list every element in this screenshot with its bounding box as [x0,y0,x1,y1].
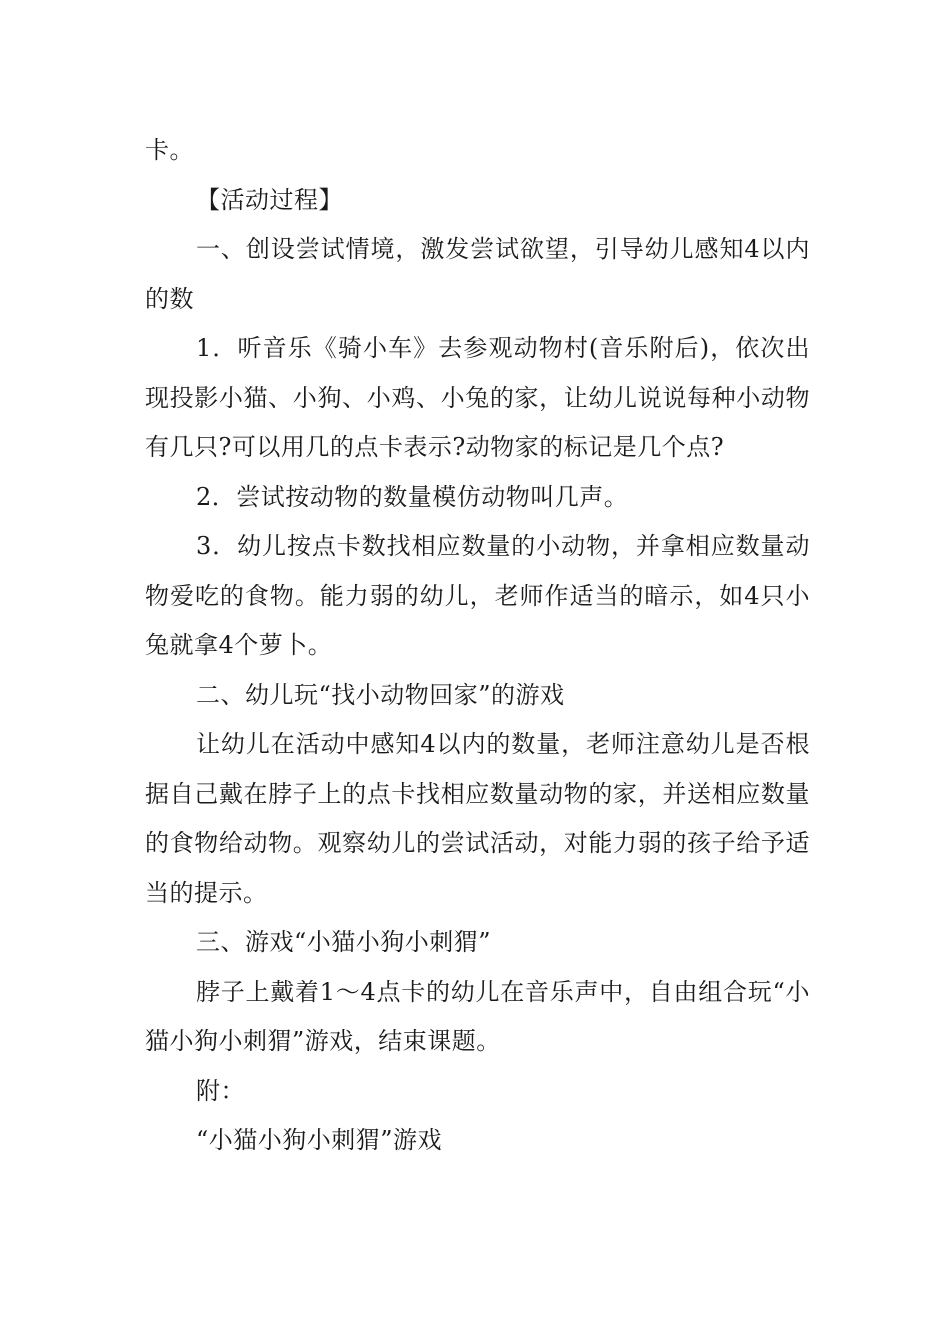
paragraph-step-2: 2．尝试按动物的数量模仿动物叫几声。 [196,482,629,511]
paragraph-step-3: 3．幼儿按点卡数找相应数量的小动物，并拿相应数量动物爱吃的食物。能力弱的幼儿，老师作适当的暗示，如4只小兔就拿4个萝卜。 [145,532,810,659]
section-heading-activity-process: 【活动过程】 [196,185,343,214]
paragraph-continuation: 卡。 [145,136,194,164]
step-heading-three: 三、游戏“小猫小狗小刺猬” [196,928,492,956]
paragraph-game-play: 脖子上戴着1～4点卡的幼儿在音乐声中，自由组合玩“小猫小狗小刺猬”游戏，结束课题。 [145,977,810,1055]
step-heading-two: 二、幼儿玩“找小动物回家”的游戏 [196,680,565,709]
paragraph-game-description: 让幼儿在活动中感知4以内的数量，老师注意幼儿是否根据自己戴在脖子上的点卡找相应数量动物的家，并送相应数量的食物给动物。观察幼儿的尝试活动，对能力弱的孩子给予适当的提示。 [145,730,810,907]
appendix-label: 附： [196,1076,245,1105]
step-heading-one: 一、创设尝试情境，激发尝试欲望，引导幼儿感知4以内的数 [145,235,810,313]
paragraph-step-1: 1．听音乐《骑小车》去参观动物村(音乐附后)，依次出现投影小猫、小狗、小鸡、小兔的家，让幼儿说说每种小动物有几只?可以用几的点卡表示?动物家的标记是几个点? [145,334,810,461]
document-body [145,126,810,1166]
appendix-title: “小猫小狗小刺猬”游戏 [196,1126,443,1154]
